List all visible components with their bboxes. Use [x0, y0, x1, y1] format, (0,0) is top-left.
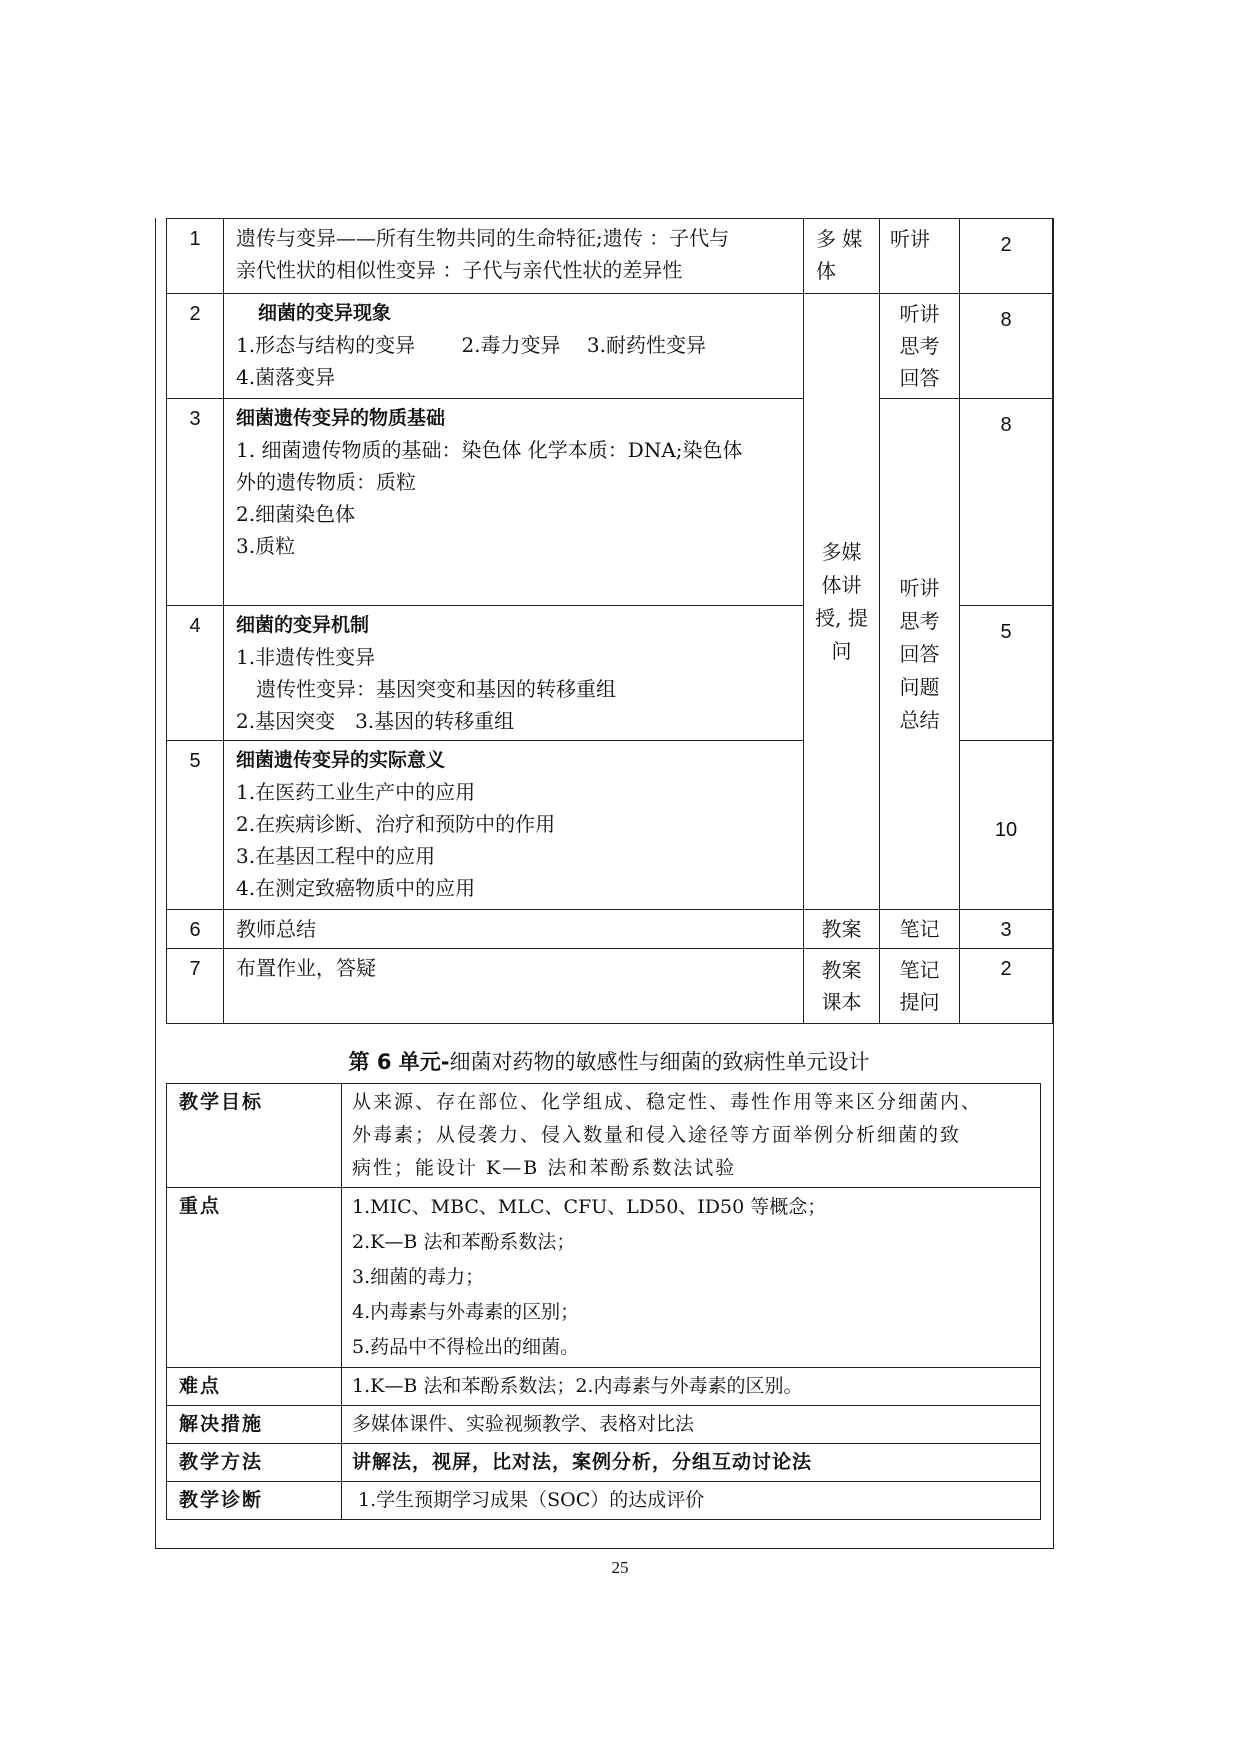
content-line: 2.细菌染色体 [236, 502, 356, 526]
unit-title-text: 细菌对药物的敏感性与细菌的致病性单元设计 [449, 1050, 870, 1074]
row-content [224, 219, 804, 294]
row-number: 6 [167, 910, 224, 949]
content-line: 1.在医药工业生产中的应用 [236, 780, 476, 804]
hours-cell: 2 [960, 949, 1053, 1024]
content-line: 亲代性状的相似性变异 ：子代与亲代性状的差异性 [236, 258, 683, 282]
content-line: 遗传性变异：基因突变和基因的转移重组 [236, 677, 616, 701]
value-line: 病性；能设计 K—B 法和苯酚系数法试验 [352, 1157, 737, 1179]
content-heading: 细菌遗传变异的物质基础 [236, 407, 446, 429]
row-content [224, 399, 804, 606]
hours-cell: 5 [960, 606, 1053, 741]
table-row [167, 219, 1053, 294]
row-label: 解决措施 [167, 1406, 342, 1444]
row-value [342, 1368, 1041, 1406]
row-label: 难点 [167, 1368, 342, 1406]
value-line: 外毒素；从侵袭力、侵入数量和侵入途径等方面举例分析细菌的致 [352, 1124, 962, 1146]
table-row [167, 949, 1053, 1024]
table-row [167, 1444, 1041, 1482]
hours-cell: 2 [960, 219, 1053, 294]
page-number: 25 [611, 1558, 629, 1577]
content-line: 3.质粒 [236, 534, 296, 558]
hours-cell: 8 [960, 294, 1053, 399]
row-number: 7 [167, 949, 224, 1024]
value-line: 从来源、存在部位、化学组成、稳定性、毒性作用等来区分细菌内、 [352, 1091, 983, 1113]
method-cell: 教案 [804, 910, 880, 949]
activity-cell: 笔记 [880, 910, 960, 949]
content-line: 外的遗传物质：质粒 [236, 470, 416, 494]
content-heading: 细菌的变异现象 [258, 302, 392, 324]
row-content [224, 294, 804, 399]
value-line: 讲解法，视屏，比对法，案例分析，分组互动讨论法 [352, 1451, 813, 1473]
row-label: 教学方法 [167, 1444, 342, 1482]
table-row [167, 294, 1053, 399]
row-content [224, 949, 804, 1024]
row-content [224, 606, 804, 741]
row-content [224, 741, 804, 910]
row-label: 教学目标 [167, 1084, 342, 1188]
row-value [342, 1084, 1041, 1188]
activity-cell: 听讲 [880, 219, 960, 294]
table-row [167, 910, 1053, 949]
table-row [167, 1406, 1041, 1444]
row-value [342, 1188, 1041, 1368]
hours-cell: 10 [960, 741, 1053, 910]
row-content [224, 910, 804, 949]
activity-merged-cell: 听讲 思考 回答 问题 总结 [880, 399, 960, 910]
row-value [342, 1482, 1041, 1520]
table-row [167, 399, 1053, 606]
value-line: 4.内毒素与外毒素的区别； [352, 1301, 580, 1323]
row-label: 重点 [167, 1188, 342, 1368]
row-number: 4 [167, 606, 224, 741]
content-line: 教师总结 [236, 917, 316, 941]
row-label: 教学诊断 [167, 1482, 342, 1520]
activity-cell: 笔记 提问 [880, 949, 960, 1024]
row-number: 2 [167, 294, 224, 399]
row-value [342, 1406, 1041, 1444]
content-line: 布置作业，答疑 [236, 956, 376, 980]
content-line: 3.在基因工程中的应用 [236, 844, 436, 868]
value-line: 3.细菌的毒力； [352, 1266, 485, 1288]
hours-cell: 3 [960, 910, 1053, 949]
value-line: 5.药品中不得检出的细菌。 [352, 1336, 580, 1358]
value-line: 1.K—B 法和苯酚系数法；2.内毒素与外毒素的区别。 [352, 1375, 803, 1397]
lesson-plan-table [166, 218, 1053, 1024]
row-value [342, 1444, 1041, 1482]
content-line: 4.在测定致癌物质中的应用 [236, 876, 476, 900]
value-line: 1.学生预期学习成果（SOC）的达成评价 [352, 1489, 705, 1511]
table-row [167, 1368, 1041, 1406]
value-line: 多媒体课件、实验视频教学、表格对比法 [352, 1413, 695, 1435]
method-merged-cell: 多媒 体讲 授, 提问 [804, 294, 880, 910]
unit-title-prefix: 第 6 单元- [348, 1050, 450, 1074]
unit-design-table [166, 1083, 1041, 1520]
row-number: 5 [167, 741, 224, 910]
content-line: 2.基因突变 3.基因的转移重组 [236, 709, 515, 733]
content-line: 4.菌落变异 [236, 365, 336, 389]
content-line: 1.形态与结构的变异 2.毒力变异 3.耐药性变异 [236, 333, 706, 357]
value-line: 1.MIC、MBC、MLC、CFU、LD50、ID50 等概念； [352, 1196, 827, 1218]
method-cell: 多 媒 体 [804, 219, 880, 294]
content-line: 遗传与变异——所有生物共同的生命特征;遗传 ：子代与 [236, 226, 730, 250]
row-number: 3 [167, 399, 224, 606]
content-heading: 细菌的变异机制 [236, 614, 370, 636]
table-row [167, 1482, 1041, 1520]
activity-cell: 听讲 思考 回答 [880, 294, 960, 399]
content-line: 1. 细菌遗传物质的基础：染色体 化学本质：DNA;染色体 [236, 438, 743, 462]
value-line: 2.K—B 法和苯酚系数法； [352, 1231, 576, 1253]
table-row [167, 1188, 1041, 1368]
hours-cell: 8 [960, 399, 1053, 606]
content-line: 2.在疾病诊断、治疗和预防中的作用 [236, 812, 556, 836]
content-heading: 细菌遗传变异的实际意义 [236, 749, 446, 771]
table-row [167, 1084, 1041, 1188]
content-line: 1.非遗传性变异 [236, 645, 376, 669]
method-cell: 教案 课本 [804, 949, 880, 1024]
row-number: 1 [167, 219, 224, 294]
unit-title [166, 1046, 1052, 1076]
